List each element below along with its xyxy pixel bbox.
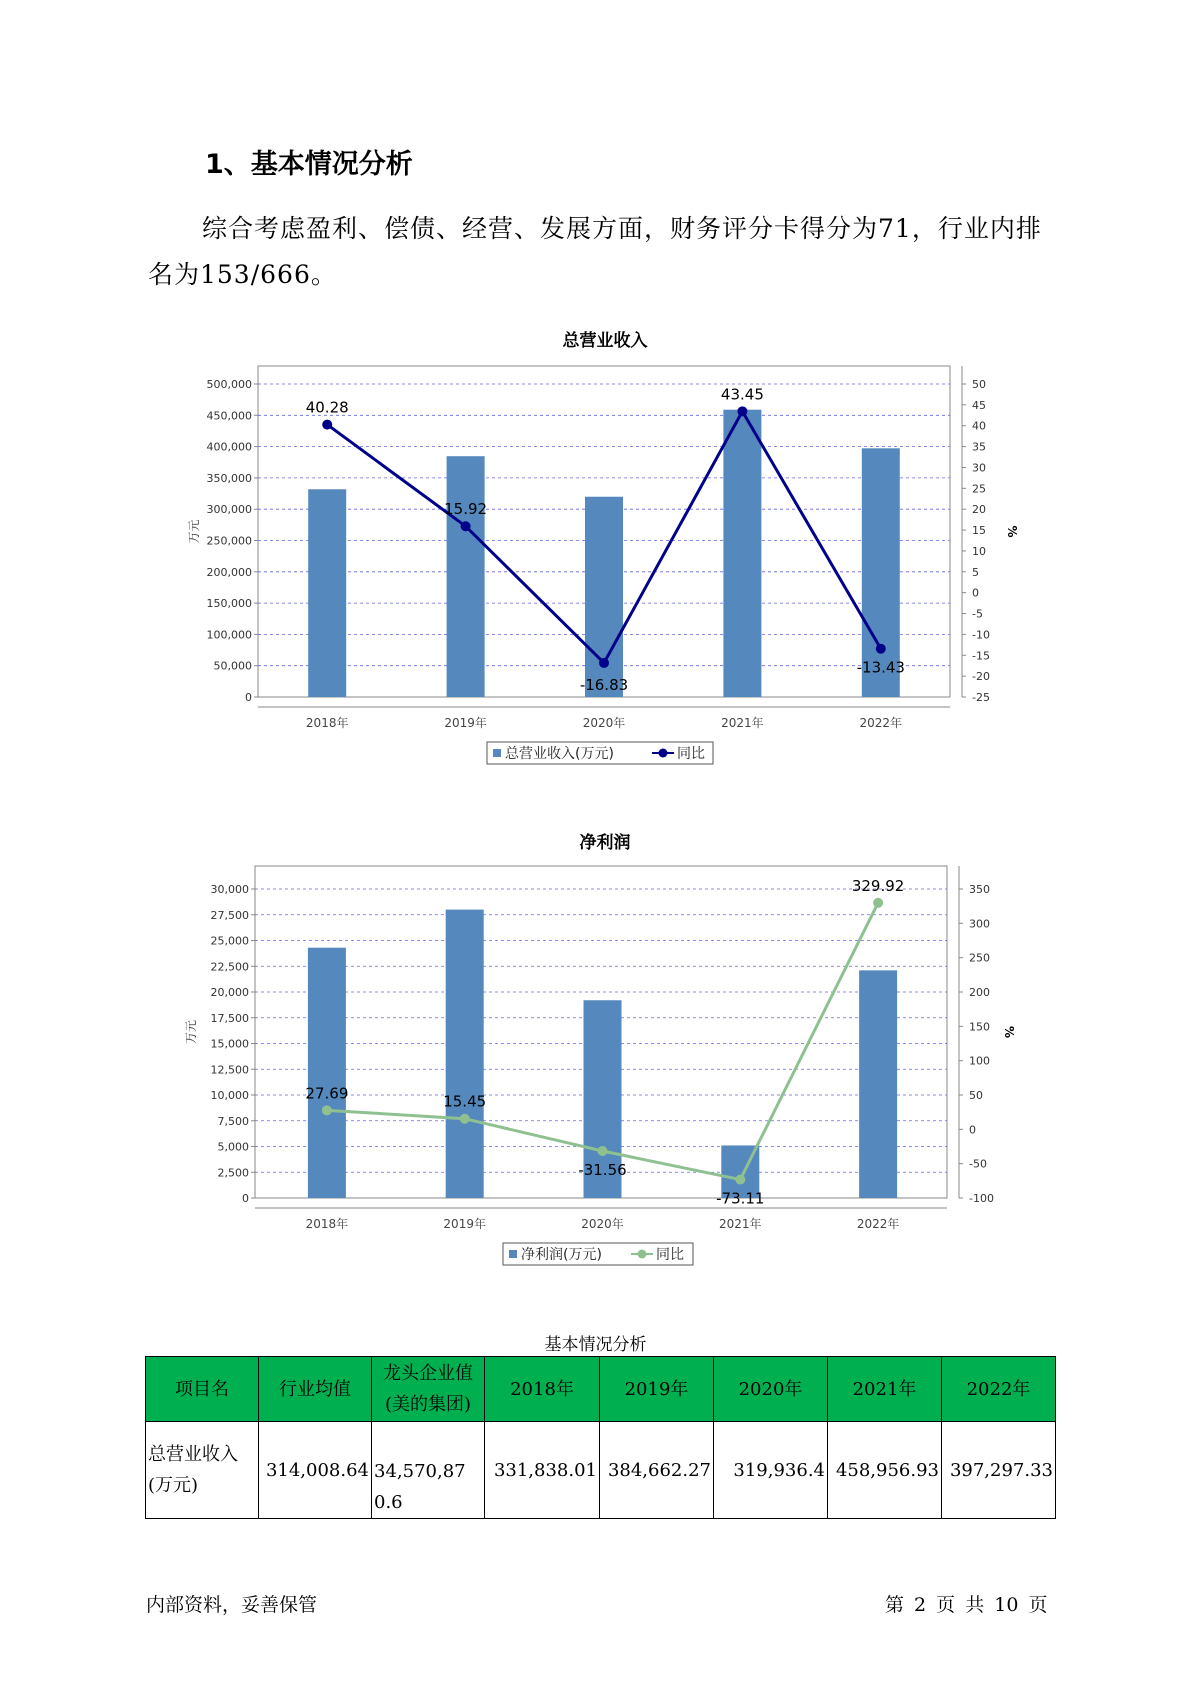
y-right-tick-label: 20 xyxy=(972,503,986,517)
table-cell: 397,297.33 xyxy=(942,1422,1056,1519)
table-cell: 384,662.27 xyxy=(600,1422,714,1519)
y-tick-label: 200,000 xyxy=(206,565,252,579)
growth-point xyxy=(460,1114,470,1124)
y-right-tick-label: 45 xyxy=(972,398,986,412)
x-tick-label: 2022年 xyxy=(856,1217,900,1231)
legend-bar-label: 净利润(万元) xyxy=(521,1247,602,1263)
y-right-tick-label: 35 xyxy=(972,440,986,454)
y-tick-label: 30,000 xyxy=(210,883,249,896)
table-header-row xyxy=(146,1357,1056,1422)
y-tick-label: 22,500 xyxy=(210,960,249,974)
y-right-tick-label: -20 xyxy=(972,670,990,684)
y-tick-label: 500,000 xyxy=(206,378,252,391)
x-tick-label: 2018年 xyxy=(305,1217,349,1231)
y-right-tick-label: 5 xyxy=(972,565,979,579)
revenue-chart-title: 总营业收入 xyxy=(562,331,648,351)
table-header-cell: 2020年 xyxy=(714,1357,828,1422)
growth-point xyxy=(873,898,883,908)
y-right-tick-label: 50 xyxy=(972,378,986,391)
y-tick-label: 5,000 xyxy=(217,1140,249,1154)
table-cell: 319,936.4 xyxy=(714,1422,828,1519)
table-header-cell: 2018年 xyxy=(485,1357,600,1422)
y-tick-label: 450,000 xyxy=(206,409,252,423)
y-right-tick-label: 100 xyxy=(969,1054,990,1068)
y-right-tick-label: 200 xyxy=(969,986,990,999)
growth-point xyxy=(599,658,609,668)
growth-data-label: -73.11 xyxy=(716,1189,765,1208)
y-right-tick-label: 150 xyxy=(969,1020,990,1034)
y-tick-label: 50,000 xyxy=(213,659,252,673)
y-tick-label: 25,000 xyxy=(210,934,249,948)
y-right-tick-label: 0 xyxy=(972,586,979,600)
growth-point xyxy=(461,521,471,531)
table-cell: 331,838.01 xyxy=(485,1422,600,1519)
table-header-cell: 2021年 xyxy=(828,1357,942,1422)
table-cell: 总营业收入(万元) xyxy=(146,1422,259,1519)
basic-analysis-table xyxy=(145,1356,1056,1519)
footer-confidential-note: 内部资料，妥善保管 xyxy=(146,1594,318,1616)
x-tick-label: 2019年 xyxy=(443,1217,486,1231)
table-header-cell: 2019年 xyxy=(600,1357,714,1422)
y-right-tick-label: 15 xyxy=(972,524,986,538)
legend-line-label: 同比 xyxy=(677,746,705,762)
y-right-tick-label: 0 xyxy=(969,1123,976,1137)
growth-data-label: -16.83 xyxy=(579,675,629,694)
x-tick-label: 2020年 xyxy=(581,1217,624,1231)
growth-data-label: -13.43 xyxy=(856,658,905,677)
footer-page-number: 第 2 页 共 10 页 xyxy=(885,1594,1048,1616)
growth-point xyxy=(322,1105,332,1115)
growth-point xyxy=(737,406,747,416)
y-right-tick-label: 25 xyxy=(972,482,986,496)
y-tick-label: 7,500 xyxy=(217,1114,249,1128)
legend-line-marker xyxy=(638,1250,647,1259)
x-tick-label: 2021年 xyxy=(719,1217,762,1231)
y-right-tick-label: -100 xyxy=(969,1192,994,1205)
y-tick-label: 10,000 xyxy=(210,1089,249,1102)
table-header-cell: 龙头企业值(美的集团) xyxy=(372,1357,485,1422)
section-heading: 1、基本情况分析 xyxy=(205,149,413,180)
y-tick-label: 150,000 xyxy=(206,597,252,611)
growth-point xyxy=(735,1175,745,1185)
legend-bar-label: 总营业收入(万元) xyxy=(505,746,614,762)
y-tick-label: 0 xyxy=(245,691,252,704)
y-tick-label: 350,000 xyxy=(206,471,252,485)
growth-point xyxy=(876,644,886,654)
y-tick-label: 12,500 xyxy=(210,1063,249,1077)
growth-data-label: 329.92 xyxy=(851,876,905,895)
legend-bar-swatch xyxy=(509,1250,517,1258)
y-axis-title: 万元 xyxy=(184,1019,198,1045)
y-right-tick-label: -15 xyxy=(972,649,990,663)
table-cell: 34,570,870.6 xyxy=(372,1422,485,1519)
y-right-tick-label: 250 xyxy=(969,951,990,965)
y-right-tick-label: 40 xyxy=(972,419,986,433)
table-header-cell: 项目名 xyxy=(146,1357,259,1422)
y-tick-label: 20,000 xyxy=(210,986,249,999)
growth-data-label: 27.69 xyxy=(305,1084,349,1103)
bar xyxy=(308,489,346,697)
table-row xyxy=(146,1422,1056,1519)
table-header-cell: 行业均值 xyxy=(259,1357,372,1422)
table-caption: 基本情况分析 xyxy=(544,1335,647,1355)
growth-data-label: -31.56 xyxy=(578,1161,627,1180)
y-tick-label: 400,000 xyxy=(206,440,252,454)
x-tick-label: 2019年 xyxy=(444,716,487,730)
bar xyxy=(447,456,485,697)
summary-paragraph xyxy=(148,206,1048,298)
y-axis-title: 万元 xyxy=(187,519,201,544)
table-header-cell: 2022年 xyxy=(942,1357,1056,1422)
y-tick-label: 0 xyxy=(242,1192,249,1205)
y-tick-label: 100,000 xyxy=(206,628,252,642)
legend-line-marker xyxy=(659,749,668,758)
x-tick-label: 2022年 xyxy=(859,716,903,730)
bar xyxy=(723,410,761,697)
y-right-tick-label: 10 xyxy=(972,544,986,558)
y-right-tick-label: -50 xyxy=(969,1157,987,1171)
profit-chart-title: 净利润 xyxy=(579,833,631,853)
y-tick-label: 300,000 xyxy=(206,503,252,517)
bar xyxy=(308,948,346,1198)
y-tick-label: 15,000 xyxy=(210,1037,249,1051)
y-tick-label: 17,500 xyxy=(210,1011,249,1025)
growth-data-label: 40.28 xyxy=(305,398,349,417)
table-cell: 314,008.64 xyxy=(259,1422,372,1519)
y-right-axis-title: % xyxy=(1005,525,1019,538)
y-tick-label: 2,500 xyxy=(217,1166,249,1180)
y-tick-label: 250,000 xyxy=(206,534,252,548)
growth-data-label: 43.45 xyxy=(720,385,764,404)
legend-bar-swatch xyxy=(493,749,501,757)
growth-data-label: 15.45 xyxy=(443,1092,487,1111)
growth-point xyxy=(598,1146,608,1156)
y-right-tick-label: -10 xyxy=(972,628,990,642)
x-tick-label: 2018年 xyxy=(305,716,349,730)
growth-data-label: 15.92 xyxy=(444,500,488,519)
y-right-tick-label: 50 xyxy=(969,1089,983,1102)
summary-text: 综合考虑盈利、偿债、经营、发展方面，财务评分卡得分为71，行业内排名为153/666。 xyxy=(148,214,1042,289)
revenue-chart xyxy=(150,355,1030,775)
y-right-tick-label: -5 xyxy=(972,607,983,621)
x-tick-label: 2020年 xyxy=(582,716,626,730)
y-right-tick-label: 30 xyxy=(972,461,986,475)
x-tick-label: 2021年 xyxy=(721,716,764,730)
y-right-tick-label: -25 xyxy=(972,691,990,704)
y-right-tick-label: 350 xyxy=(969,883,990,896)
bar xyxy=(859,970,897,1198)
y-right-axis-title: % xyxy=(1002,1025,1016,1039)
growth-point xyxy=(322,420,332,430)
y-right-tick-label: 300 xyxy=(969,917,990,931)
profit-chart xyxy=(150,860,1030,1280)
y-tick-label: 27,500 xyxy=(210,908,249,922)
legend-line-label: 同比 xyxy=(656,1247,684,1263)
bar xyxy=(446,910,484,1198)
table-cell: 458,956.93 xyxy=(828,1422,942,1519)
